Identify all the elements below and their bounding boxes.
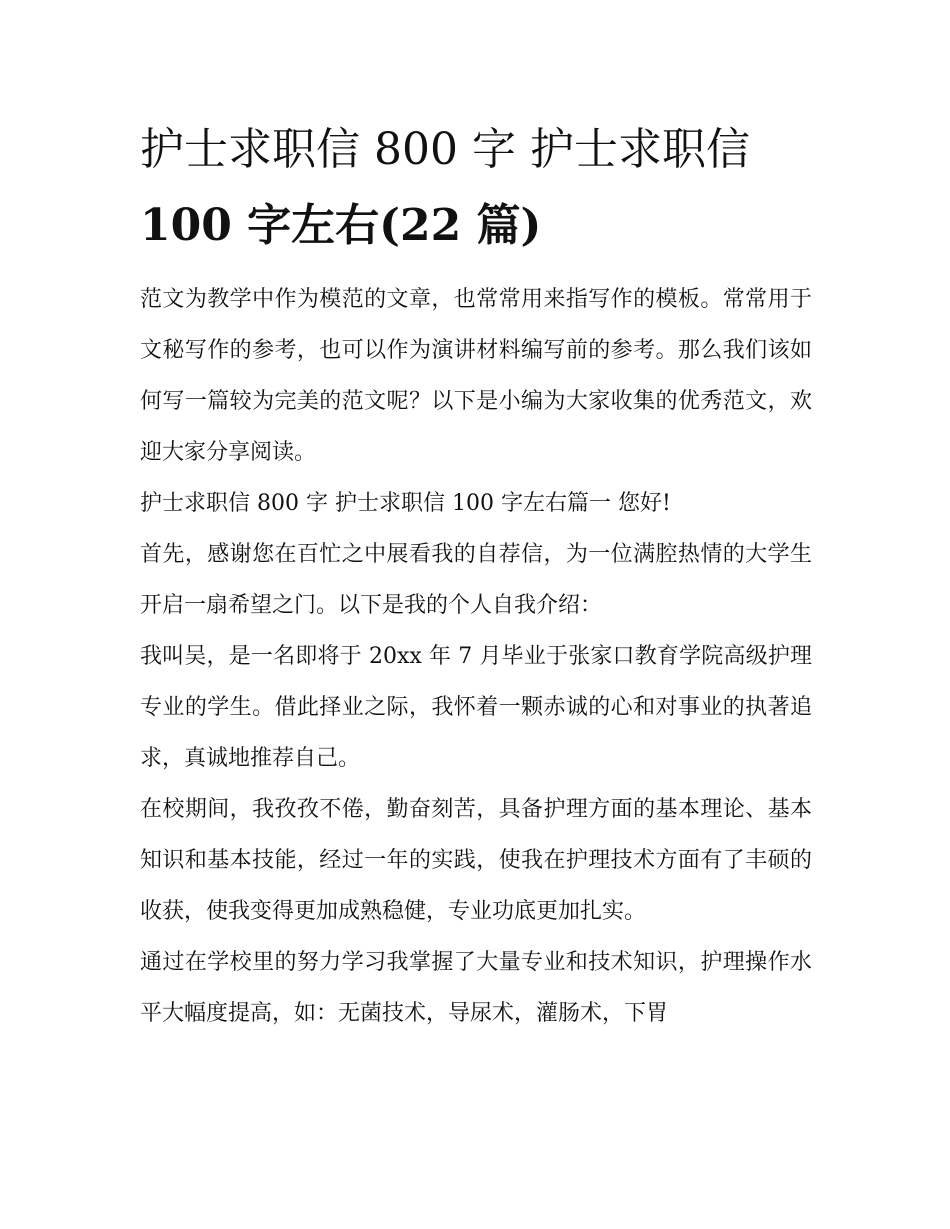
title-line-1: 护士求职信 800 字 护士求职信 bbox=[140, 124, 750, 175]
document-content bbox=[140, 112, 812, 1039]
title-line-2: 100 字左右(22 篇) bbox=[140, 200, 542, 251]
paragraph-thanks: 首先，感谢您在百忙之中展看我的自荐信，为一位满腔热情的大学生开启一扇希望之门。以下是我的个人自我介绍： bbox=[140, 542, 812, 618]
paragraph-skills: 通过在学校里的努力学习我掌握了大量专业和技术知识，护理操作水平大幅度提高，如：无菌技术，导尿术，灌肠术，下胃 bbox=[140, 950, 812, 1026]
paragraph-intro: 范文为教学中作为模范的文章，也常常用来指写作的模板。常常用于文秘写作的参考，也可以作为演讲材料编写前的参考。那么我们该如何写一篇较为完美的范文呢？以下是小编为大家收集的优秀范文，欢迎大家分享阅读。 bbox=[140, 287, 812, 465]
paragraph-school-period: 在校期间，我孜孜不倦，勤奋刻苦，具备护理方面的基本理论、基本知识和基本技能，经过一年的实践，使我在护理技术方面有了丰硕的收获，使我变得更加成熟稳健，专业功底更加扎实。 bbox=[140, 797, 812, 924]
paragraph-self-intro: 我叫吴，是一名即将于 20xx 年 7 月毕业于张家口教育学院高级护理专业的学生。借此择业之际，我怀着一颗赤诚的心和对事业的执著追求，真诚地推荐自己。 bbox=[140, 644, 812, 771]
document-title bbox=[140, 112, 812, 264]
paragraph-heading-greeting: 护士求职信 800 字 护士求职信 100 字左右篇一 您好! bbox=[140, 491, 671, 516]
document-body bbox=[140, 274, 812, 1039]
